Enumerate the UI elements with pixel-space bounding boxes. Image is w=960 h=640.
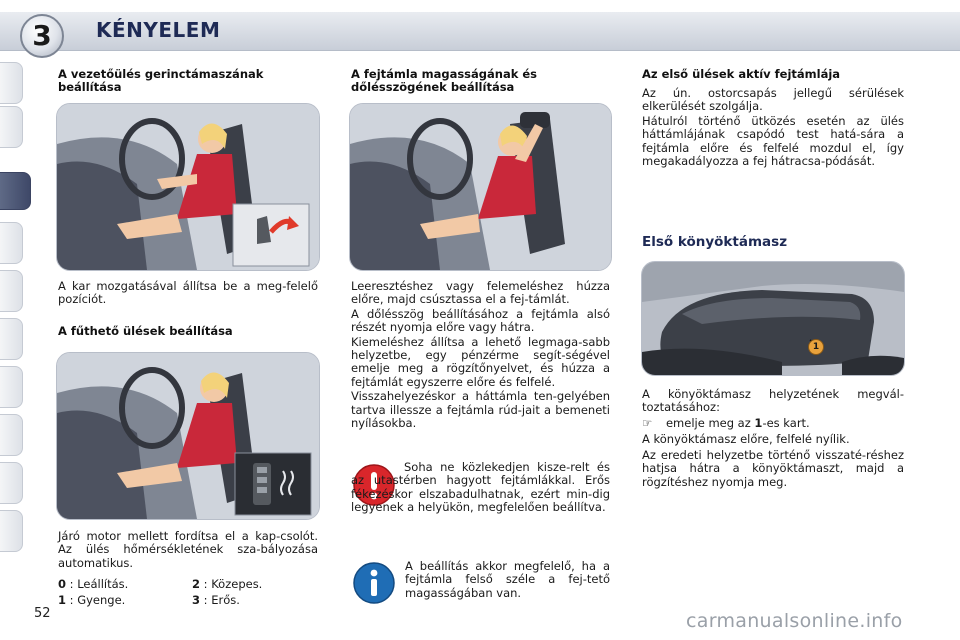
warning-text: Soha ne közlekedjen kisze-relt és az utastérben hagyott fejtámlákkal. Erős fékezéskor elszabadulhatnak, ezért min-dig legyenek a helyükön, megfelelően beállítva. <box>351 460 610 515</box>
chapter-tab-strip <box>0 62 34 577</box>
headrest-heading: A fejtámla magasságának és dőlésszögének beállítása <box>351 67 538 94</box>
headrest-paragraph: Kiemeléshez állítsa a lehető legmaga-sabb helyzetbe, egy pénzérme segít-ségével emelje meg a rögzítőnyelvet, és húzza a fejtámlát egyszerre előre és felfelé. <box>351 334 610 389</box>
chapter-tab[interactable] <box>0 62 23 104</box>
armrest-step: ☞ emelje meg az 1-es kart. <box>642 416 810 430</box>
chapter-tab[interactable] <box>0 318 23 360</box>
headrest-paragraph: Visszahelyezéskor a háttámla ten-gelyében tartva illessze a fejtámla rúd-jait a bemeneti nyílásokba. <box>351 389 610 431</box>
chapter-tab[interactable] <box>0 270 23 312</box>
info-icon <box>352 561 396 605</box>
lumbar-adjust-illustration <box>56 103 320 271</box>
active-headrest-paragraph: Hátulról történő ütközés esetén az ülés háttámlájának csapódó test hatá-sára a fejtámla előre és felfelé mozdul el, így megakadályozza a fej hátracsa-pódását. <box>642 113 904 169</box>
chapter-tab[interactable] <box>0 414 23 456</box>
armrest-text-2: A könyöktámasz előre, felfelé nyílik. <box>642 432 850 446</box>
chapter-tab[interactable] <box>0 462 23 504</box>
armrest-lever-marker: 1 <box>808 339 824 355</box>
armrest-illustration <box>641 261 905 376</box>
legend-item: 2 : Közepes. <box>192 577 263 591</box>
legend-item: 3 : Erős. <box>192 593 240 607</box>
headrest-paragraph: Leeresztéshez vagy felemeléshez húzza előre, majd csúsztassa el a fej-támlát. <box>351 279 610 307</box>
heated-seat-illustration <box>56 352 320 520</box>
chapter-tab[interactable] <box>0 222 23 264</box>
lumbar-support-heading: A vezetőülés gerinctámaszának beállítása <box>58 67 264 94</box>
headrest-instructions <box>351 280 610 431</box>
headrest-adjust-illustration <box>349 103 612 271</box>
info-text: A beállítás akkor megfelelő, ha a fejtámla felső széle a fej-tető magasságában van. <box>405 559 610 600</box>
lumbar-support-text: A kar mozgatásával állítsa be a meg-felelő pozíciót. <box>58 279 318 307</box>
armrest-heading: Első könyöktámasz <box>642 234 788 250</box>
chapter-tab[interactable] <box>0 510 23 552</box>
armrest-intro: A könyöktámasz helyzetének megvál-toztatásához: <box>642 387 904 415</box>
heated-seats-heading: A fűthető ülések beállítása <box>58 324 233 338</box>
legend-item: 1 : Gyenge. <box>58 593 126 607</box>
page-number: 52 <box>34 606 51 621</box>
armrest-text-3: Az eredeti helyzetbe történő visszaté-réshez hatjsa hátra a könyöktámaszt, majd a rögzítéshez nyomja meg. <box>642 448 904 489</box>
chapter-tab-active[interactable] <box>0 172 31 210</box>
chapter-number-badge: 3 <box>20 14 64 58</box>
pointing-hand-icon: ☞ <box>642 416 653 430</box>
chapter-tab[interactable] <box>0 106 23 148</box>
active-headrest-text <box>642 87 904 169</box>
heated-seats-text: Járó motor mellett fordítsa el a kap-csolót. Az ülés hőmérsékletének sza-bályozása automatikus. <box>58 529 318 570</box>
active-headrest-paragraph: Az ún. ostorcsapás jellegű sérülések elkerülését szolgálja. <box>642 86 904 114</box>
legend-item: 0 : Leállítás. <box>58 577 129 591</box>
chapter-tab[interactable] <box>0 366 23 408</box>
headrest-paragraph: A dőlésszög beállításához a fejtámla alsó részét nyomja előre vagy hátra. <box>351 306 610 335</box>
watermark: carmanualsonline.info <box>686 610 903 632</box>
page-title: KÉNYELEM <box>96 18 221 42</box>
active-headrest-heading: Az első ülések aktív fejtámlája <box>642 67 841 81</box>
